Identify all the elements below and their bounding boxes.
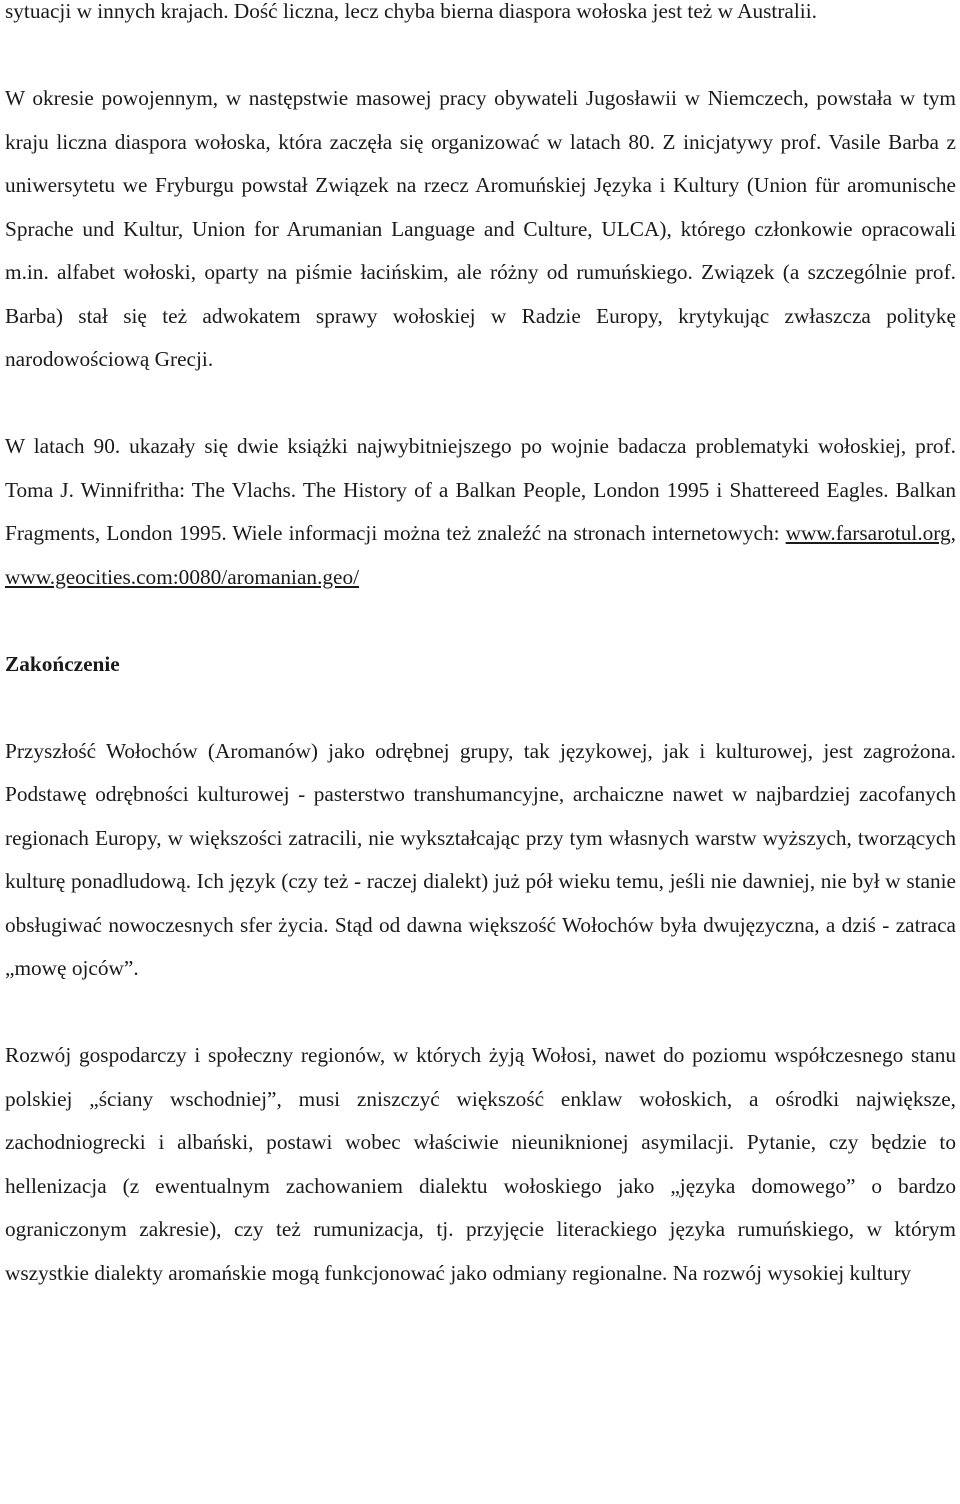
paragraph-books-text: W latach 90. ukazały się dwie książki najwybitniejszego po wojnie badacza problematyki wołoskiej, prof. Toma J. Winnifritha: The Vlachs. The History of a Balkan People, London 1995 i Shattereed Eagles. Balkan Fragments, London 1995. Wiele informacji można też znaleźć na stronach internetowych:: [5, 434, 956, 545]
link-farsarotul[interactable]: www.farsarotul.org: [785, 521, 951, 545]
paragraph-gap: [5, 34, 956, 78]
paragraph-diaspora-germany: W okresie powojennym, w następstwie masowej pracy obywateli Jugosławii w Niemczech, powstała w tym kraju liczna diaspora wołoska, która zaczęła się organizować w latach 80. Z inicjatywy prof. Vasile Barba z uniwersytetu we Fryburgu powstał Związek na rzecz Aromuńskiej Języka i Kultury (Union für aromunische Sprache und Kultur, Union for Arumanian Language and Culture, ULCA), którego członkowie opracowali m.in. alfabet wołoski, oparty na piśmie łacińskim, ale różny od rumuńskiego. Związek (a szczególnie prof. Barba) stał się też adwokatem sprawy wołoskiej w Radzie Europy, krytykując zwłaszcza politykę narodowościową Grecji.: [5, 86, 956, 371]
paragraph-gap: [5, 686, 956, 730]
document-page: [5, 0, 956, 1295]
paragraph-gap: [5, 382, 956, 426]
paragraph-future: Przyszłość Wołochów (Aromanów) jako odrębnej grupy, tak językowej, jak i kulturowej, jest zagrożona. Podstawę odrębności kulturowej - pasterstwo transhumancyjne, archaiczne nawet w najbardziej zacofanych regionach Europy, w większości zatracili, nie wykształcając przy tym własnych warstw wyższych, tworzących kulturę ponadludową. Ich język (czy też - raczej dialekt) już pół wieku temu, jeśli nie dawniej, nie był w stanie obsługiwać nowoczesnych sfer życia. Stąd od dawna większość Wołochów była dwujęzyczna, a dziś - zatraca „mowę ojców”.: [5, 738, 956, 980]
paragraph-gap: [5, 991, 956, 1035]
section-heading: Zakończenie: [5, 651, 120, 676]
paragraph-books: [5, 425, 956, 599]
link-geocities[interactable]: www.geocities.com:0080/aromanian.geo/: [5, 564, 360, 589]
paragraph-gap: [5, 599, 956, 643]
paragraph-intro: sytuacji w innych krajach. Dość liczna, lecz chyba bierna diaspora wołoska jest też w Australii.: [5, 0, 817, 23]
paragraph-development: Rozwój gospodarczy i społeczny regionów, w których żyją Wołosi, nawet do poziomu współczesnego stanu polskiej „ściany wschodniej”, musi zniszczyć większość enklaw wołoskich, a ośrodki największe, zachodniogrecki i albański, postawi wobec właściwie nieuniknionej asymilacji. Pytanie, czy będzie to hellenizacja (z ewentualnym zachowaniem dialektu wołoskiego jako „języka domowego” o bardzo ograniczonym zakresie), czy też rumunizacja, tj. przyjęcie literackiego języka rumuńskiego, w którym wszystkie dialekty aromańskie mogą funkcjonować jako odmiany regionalne. Na rozwój wysokiej kultury: [5, 1043, 956, 1285]
link-separator: ,: [950, 521, 956, 545]
